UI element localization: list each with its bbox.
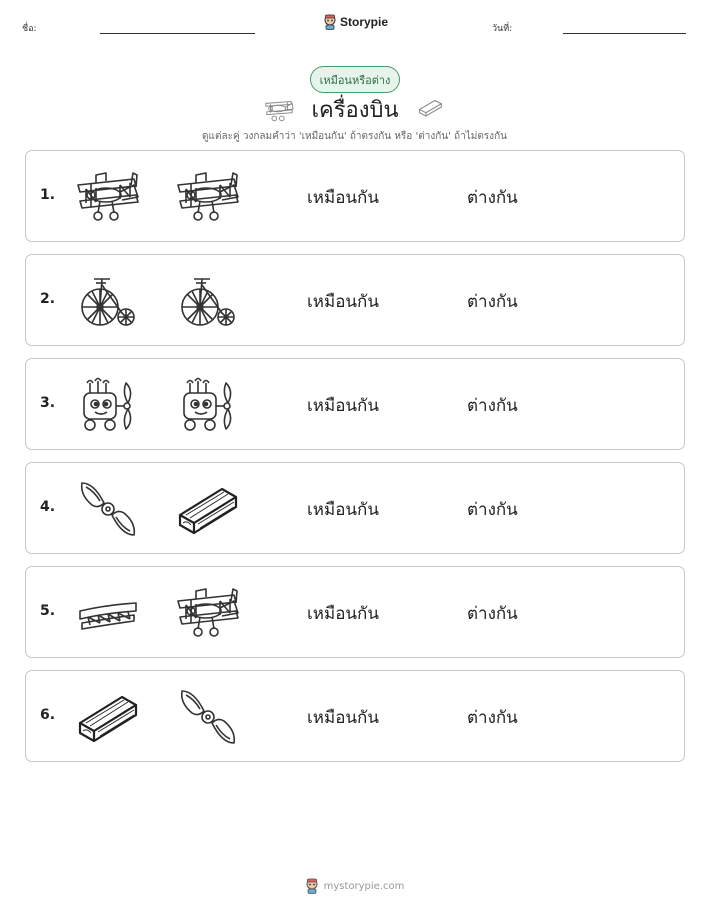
choice-different[interactable]: ต่างกัน (467, 708, 518, 728)
penny-farthing-icon (176, 269, 240, 333)
engine-icon (176, 373, 240, 437)
biplane-icon (176, 581, 240, 645)
picture-left (76, 269, 140, 333)
worksheet-header (0, 12, 709, 42)
engine-icon (76, 373, 140, 437)
wood-plank-icon (414, 94, 446, 120)
footer-url: mystorypie.com (323, 880, 405, 892)
choice-same[interactable]: เหมือนกัน (307, 708, 379, 728)
storypie-mascot-icon (323, 14, 337, 30)
picture-right (176, 165, 240, 229)
storypie-logo (323, 14, 388, 30)
logo-text: Storypie (340, 15, 389, 29)
wood-plank-icon (76, 685, 140, 749)
name-field[interactable] (100, 33, 255, 34)
title-row (0, 92, 709, 126)
picture-left (76, 581, 140, 645)
question-number: 4. (40, 499, 56, 515)
choice-same[interactable]: เหมือนกัน (307, 396, 379, 416)
activity-badge: เหมือนหรือต่าง (310, 66, 400, 93)
picture-left (76, 477, 140, 541)
footer (0, 878, 709, 894)
picture-left (76, 373, 140, 437)
question-number: 2. (40, 291, 56, 307)
wing-frame-icon (76, 581, 140, 645)
picture-right (176, 581, 240, 645)
biplane-icon (76, 165, 140, 229)
choice-different[interactable]: ต่างกัน (467, 292, 518, 312)
biplane-icon (176, 165, 240, 229)
choice-same[interactable]: เหมือนกัน (307, 292, 379, 312)
choice-different[interactable]: ต่างกัน (467, 396, 518, 416)
question-number: 1. (40, 187, 56, 203)
biplane-icon (262, 94, 296, 124)
date-field[interactable] (563, 33, 686, 34)
question-row (25, 670, 685, 762)
question-number: 5. (40, 603, 56, 619)
storypie-mascot-icon (305, 878, 319, 894)
propeller-icon (76, 477, 140, 541)
question-row (25, 462, 685, 554)
picture-left (76, 685, 140, 749)
picture-right (176, 685, 240, 749)
page-title: เครื่องบิน (311, 98, 399, 123)
question-row (25, 254, 685, 346)
picture-left (76, 165, 140, 229)
question-number: 6. (40, 707, 56, 723)
picture-right (176, 269, 240, 333)
question-row (25, 566, 685, 658)
choice-same[interactable]: เหมือนกัน (307, 188, 379, 208)
penny-farthing-icon (76, 269, 140, 333)
choice-same[interactable]: เหมือนกัน (307, 604, 379, 624)
picture-right (176, 477, 240, 541)
date-label: วันที่: (492, 24, 513, 34)
choice-different[interactable]: ต่างกัน (467, 604, 518, 624)
choice-same[interactable]: เหมือนกัน (307, 500, 379, 520)
instructions: ดูแต่ละคู่ วงกลมคำว่า 'เหมือนกัน' ถ้าตรงกัน หรือ 'ต่างกัน' ถ้าไม่ตรงกัน (202, 131, 507, 142)
question-row (25, 358, 685, 450)
picture-right (176, 373, 240, 437)
wood-plank-icon (176, 477, 240, 541)
question-row (25, 150, 685, 242)
name-label: ชื่อ: (22, 24, 37, 34)
propeller-icon (176, 685, 240, 749)
question-number: 3. (40, 395, 56, 411)
choice-different[interactable]: ต่างกัน (467, 500, 518, 520)
choice-different[interactable]: ต่างกัน (467, 188, 518, 208)
